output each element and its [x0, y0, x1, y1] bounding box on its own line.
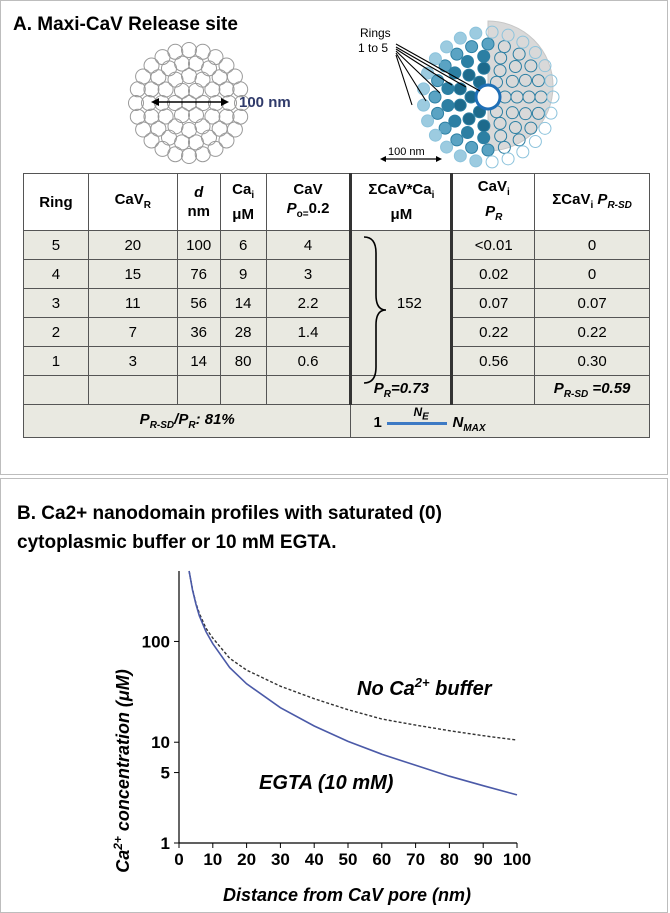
- cell-empty: [177, 376, 220, 405]
- cell-empty: [220, 376, 266, 405]
- ring-channel-icon: [429, 129, 441, 141]
- cell-sum-cavi: 0.30: [535, 347, 650, 376]
- panel-a-title: A. Maxi-CaV Release site: [13, 14, 238, 35]
- table-row: [24, 260, 650, 289]
- x-tick-label: 20: [237, 850, 257, 869]
- ring-channel-icon: [442, 82, 454, 94]
- ring-channel-icon: [422, 115, 434, 127]
- ring-channel-icon: [482, 144, 494, 156]
- cell-cai: 28: [220, 318, 266, 347]
- x-axis-label: Distance from CaV pore (nm): [222, 885, 472, 905]
- cell-cai: 80: [220, 347, 266, 376]
- cell-ring: 2: [24, 318, 89, 347]
- y-tick-label: 100: [141, 632, 170, 652]
- cell-empty: [452, 376, 535, 405]
- ring-channel-icon: [539, 122, 551, 134]
- ring-channel-icon: [463, 69, 475, 81]
- cav-channel-icon: [227, 122, 242, 137]
- header-d: d nm: [177, 174, 220, 231]
- cav-channel-icon: [144, 109, 159, 124]
- header-cav: CaV $P_{o=}0.2$: [266, 174, 351, 231]
- x-tick-label: 100: [502, 850, 532, 869]
- x-tick-label: 80: [439, 850, 459, 869]
- ring-channel-icon: [454, 99, 466, 111]
- ring-channel-icon: [451, 134, 463, 146]
- cav-channel-icon: [168, 72, 183, 87]
- cav-channel-icon: [195, 147, 210, 162]
- rings-label-line2: 1 to 5: [358, 41, 389, 55]
- y-tick-label: 1: [160, 834, 170, 853]
- cell-d: 14: [177, 347, 220, 376]
- cell-ratio: $P_{R-SD}/P_R$: 81%: [24, 405, 351, 438]
- y-tick-label: 5: [160, 763, 170, 783]
- annotation-no-buffer: No $Ca^{2+}$ buffer: [357, 675, 492, 700]
- release-site-diagram: [111, 41, 351, 166]
- cav-channel-icon: [219, 109, 234, 124]
- ring-channel-icon: [418, 99, 430, 111]
- cell-sum-merged: 152: [351, 231, 452, 376]
- x-tick-label: 60: [372, 850, 392, 869]
- cell-cavr: 20: [88, 231, 177, 260]
- ring-channel-icon: [466, 41, 478, 53]
- cell-ring: 3: [24, 289, 89, 318]
- ring-channel-icon: [441, 41, 453, 53]
- cell-sum-cavi: 0: [535, 231, 650, 260]
- cav-channel-icon: [162, 130, 177, 145]
- cav-channel-icon: [182, 43, 197, 58]
- cell-cav: 4: [266, 231, 351, 260]
- cell-cavi: 0.07: [452, 289, 535, 318]
- cav-channel-icon: [212, 70, 227, 85]
- cell-d: 36: [177, 318, 220, 347]
- cav-channel-icon: [155, 141, 170, 156]
- cav-channel-icon: [202, 61, 217, 76]
- x-tick-label: 50: [338, 850, 358, 869]
- cell-prsd-total: $P_{R-SD} =0.59$: [535, 376, 650, 405]
- cell-d: 56: [177, 289, 220, 318]
- panel-b-title-line1: B. Ca2+ nanodomain profiles with saturated (0): [17, 503, 442, 524]
- x-tick-label: 10: [203, 850, 223, 869]
- table-row: [24, 289, 650, 318]
- cell-cav: 0.6: [266, 347, 351, 376]
- cell-cav: 2.2: [266, 289, 351, 318]
- cell-cavi: <0.01: [452, 231, 535, 260]
- cell-cai: 14: [220, 289, 266, 318]
- release-site-table: [23, 173, 650, 438]
- series-no-buffer-line: [189, 571, 517, 740]
- curly-brace-icon: [360, 235, 390, 385]
- cell-cavi: 0.22: [452, 318, 535, 347]
- header-ring: Ring: [24, 174, 89, 231]
- ring-channel-icon: [454, 32, 466, 44]
- cell-cavi: 0.02: [452, 260, 535, 289]
- cav-channel-icon: [195, 119, 210, 134]
- cav-channel-icon: [168, 44, 183, 59]
- header-cai: $Ca_i$ μM: [220, 174, 266, 231]
- ring-channel-icon: [470, 155, 482, 167]
- cell-cavr: 3: [88, 347, 177, 376]
- cell-sum-cavi: 0.22: [535, 318, 650, 347]
- cell-cavi: 0.56: [452, 347, 535, 376]
- x-tick-label: 70: [406, 850, 426, 869]
- header-cavi-pr: CaV$_i$ $P_R$: [452, 174, 535, 231]
- cell-cavr: 7: [88, 318, 177, 347]
- rings-diagram: [356, 9, 586, 169]
- cav-channel-icon: [212, 121, 227, 136]
- ring-channel-icon: [482, 38, 494, 50]
- central-pore-icon: [476, 85, 500, 109]
- cell-sum-cavi: 0: [535, 260, 650, 289]
- cell-empty: [88, 376, 177, 405]
- x-tick-label: 40: [304, 850, 324, 869]
- y-tick-label: 10: [151, 733, 170, 753]
- cav-channel-icon: [195, 72, 210, 87]
- table-row: [24, 318, 650, 347]
- ring-channel-icon: [451, 48, 463, 60]
- cell-cai: 9: [220, 260, 266, 289]
- rings-label-line1: Rings: [360, 26, 391, 40]
- cav-channel-icon: [189, 108, 204, 123]
- y-axis-label: $Ca^{2+}$ concentration (μM): [111, 669, 133, 873]
- ring-channel-icon: [478, 62, 490, 74]
- ring-channel-icon: [529, 135, 541, 147]
- cav-channel-icon: [144, 133, 159, 148]
- ring-channel-icon: [478, 50, 490, 62]
- panel-b-title-line2: cytoplasmic buffer or 10 mM EGTA.: [17, 532, 337, 553]
- cell-pr-total: $P_R=0.73$: [351, 376, 452, 405]
- cell-ring: 4: [24, 260, 89, 289]
- cell-empty: [266, 376, 351, 405]
- cav-channel-icon: [151, 70, 166, 85]
- x-tick-label: 30: [270, 850, 290, 869]
- ring-channel-icon: [470, 27, 482, 39]
- cell-d: 76: [177, 260, 220, 289]
- ring-channel-icon: [432, 107, 444, 119]
- ring-channel-icon: [432, 75, 444, 87]
- annotation-egta: EGTA (10 mM): [259, 772, 394, 794]
- cav-channel-icon: [175, 83, 190, 98]
- ring-channel-icon: [466, 141, 478, 153]
- cell-empty: [24, 376, 89, 405]
- ring-channel-icon: [478, 120, 490, 132]
- ring-channel-icon: [517, 146, 529, 158]
- x-tick-label: 0: [174, 850, 184, 869]
- table-row: [24, 231, 650, 260]
- panel-b: [0, 478, 668, 913]
- ring-channel-icon: [454, 83, 466, 95]
- ring-channel-icon: [478, 132, 490, 144]
- cell-cav: 1.4: [266, 318, 351, 347]
- cav-channel-icon: [151, 121, 166, 136]
- ring-channel-icon: [442, 100, 454, 112]
- cell-cavr: 15: [88, 260, 177, 289]
- cell-ring: 5: [24, 231, 89, 260]
- header-sum-cavi-prsd: ΣCaV$_i$ $P_{R-SD}$: [535, 174, 650, 231]
- ring-channel-icon: [463, 113, 475, 125]
- x-tick-label: 90: [473, 850, 493, 869]
- header-sum-cav-cai: $\Sigma CaV*Ca_i$ μM: [351, 174, 452, 231]
- cav-channel-icon: [136, 69, 151, 84]
- table-header-row: [24, 174, 650, 231]
- table-row: [24, 347, 650, 376]
- ring-channel-icon: [418, 83, 430, 95]
- cell-cavr: 11: [88, 289, 177, 318]
- cav-channel-icon: [130, 109, 145, 124]
- cell-ring: 1: [24, 347, 89, 376]
- cav-channel-icon: [219, 82, 234, 97]
- cell-cai: 6: [220, 231, 266, 260]
- cav-channel-icon: [208, 50, 223, 65]
- cav-channel-icon: [175, 56, 190, 71]
- cav-channel-icon: [219, 133, 234, 148]
- cell-sum-cavi: 0.07: [535, 289, 650, 318]
- cav-channel-icon: [219, 58, 234, 73]
- cell-ne-nmax: 1 $N_E$ $N_{MAX}$: [351, 405, 650, 438]
- cell-d: 100: [177, 231, 220, 260]
- nanodomain-chart: [1, 561, 669, 911]
- table-summary-row: [24, 405, 650, 438]
- ring-channel-icon: [441, 141, 453, 153]
- cav-channel-icon: [182, 149, 197, 164]
- scale-label-left: 100 nm: [239, 94, 291, 111]
- cav-channel-icon: [144, 82, 159, 97]
- header-cavr: CaV$_R$: [88, 174, 177, 231]
- ring-channel-icon: [502, 153, 514, 165]
- cav-channel-icon: [168, 119, 183, 134]
- table-total-row: [24, 376, 650, 405]
- ring-channel-icon: [462, 127, 474, 139]
- scale-label-right: 100 nm: [388, 146, 425, 158]
- ring-channel-icon: [462, 55, 474, 67]
- cav-channel-icon: [189, 83, 204, 98]
- ring-channel-icon: [429, 53, 441, 65]
- cav-channel-icon: [188, 135, 203, 150]
- panel-b-title: [17, 499, 442, 557]
- cav-channel-icon: [144, 58, 159, 73]
- ring-channel-icon: [454, 150, 466, 162]
- ne-line: [387, 422, 447, 425]
- cell-cav: 3: [266, 260, 351, 289]
- ring-channel-icon: [486, 156, 498, 168]
